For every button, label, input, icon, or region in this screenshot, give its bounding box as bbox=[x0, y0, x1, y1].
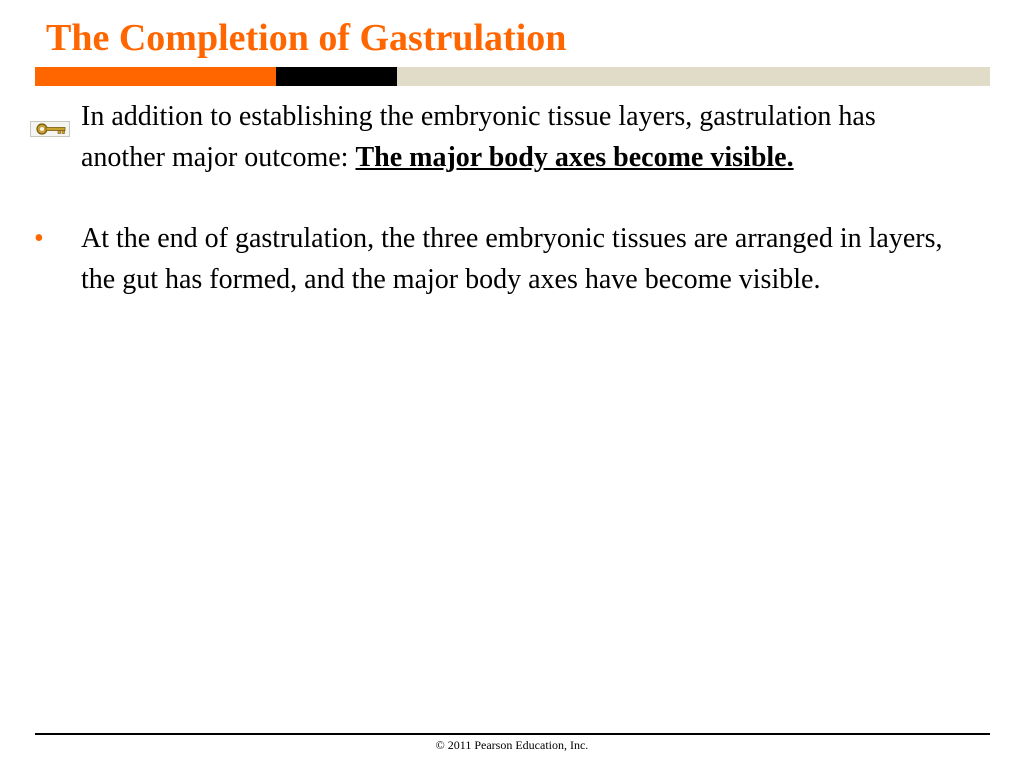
title-bar-black-segment bbox=[276, 67, 397, 86]
title-bar-orange-segment bbox=[35, 67, 276, 86]
slide-title: The Completion of Gastrulation bbox=[46, 17, 567, 59]
slide-body bbox=[30, 96, 960, 300]
title-underline-bar bbox=[35, 67, 990, 86]
key-icon bbox=[30, 108, 70, 124]
bullet-text: In addition to establishing the embryonic tissue layers, gastrulation has another major outcome: bbox=[81, 101, 876, 173]
footer-divider bbox=[35, 733, 990, 735]
bullet-item-summary bbox=[30, 218, 960, 300]
bullet-item-key-point bbox=[30, 96, 960, 178]
bullet-text: At the end of gastrulation, the three embryonic tissues are arranged in layers, the gut has formed, and the major body axes have become visible. bbox=[81, 223, 943, 295]
title-bar-beige-segment bbox=[397, 67, 990, 86]
bullet-emphasis-text: The major body axes become visible. bbox=[355, 142, 794, 173]
bullet-dot: • bbox=[34, 223, 44, 254]
copyright-footer: © 2011 Pearson Education, Inc. bbox=[435, 738, 589, 752]
